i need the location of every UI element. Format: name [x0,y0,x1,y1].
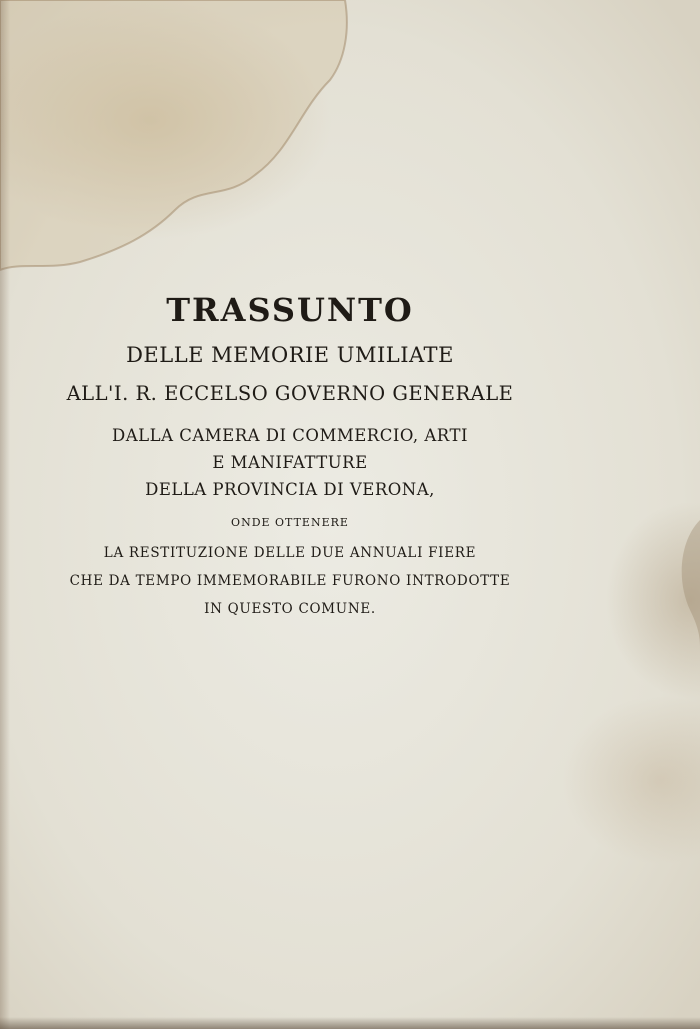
from-line-1: DALLA CAMERA DI COMMERCIO, ARTI [112,426,468,445]
purpose-line-1: LA RESTITUZIONE DELLE DUE ANNUALI FIERE [103,545,477,561]
purpose-line-3: IN QUESTO COMUNE. [204,601,376,617]
title-block [0,288,580,623]
addressee-line: ALL'I. R. ECCELSO GOVERNO GENERALE [66,382,514,405]
document-title: TRASSUNTO [166,291,414,329]
from-line-2: E MANIFATTURE [212,453,368,472]
page-edge-bottom [0,1017,700,1029]
document-subtitle: DELLE MEMORIE UMILIATE [126,343,454,367]
purpose-intro: ONDE OTTENERE [231,516,349,529]
purpose-line-2: CHE DA TEMPO IMMEMORABILE FURONO INTRODOTTE [69,573,511,589]
from-line-3: DELLA PROVINCIA DI VERONA, [145,480,435,499]
